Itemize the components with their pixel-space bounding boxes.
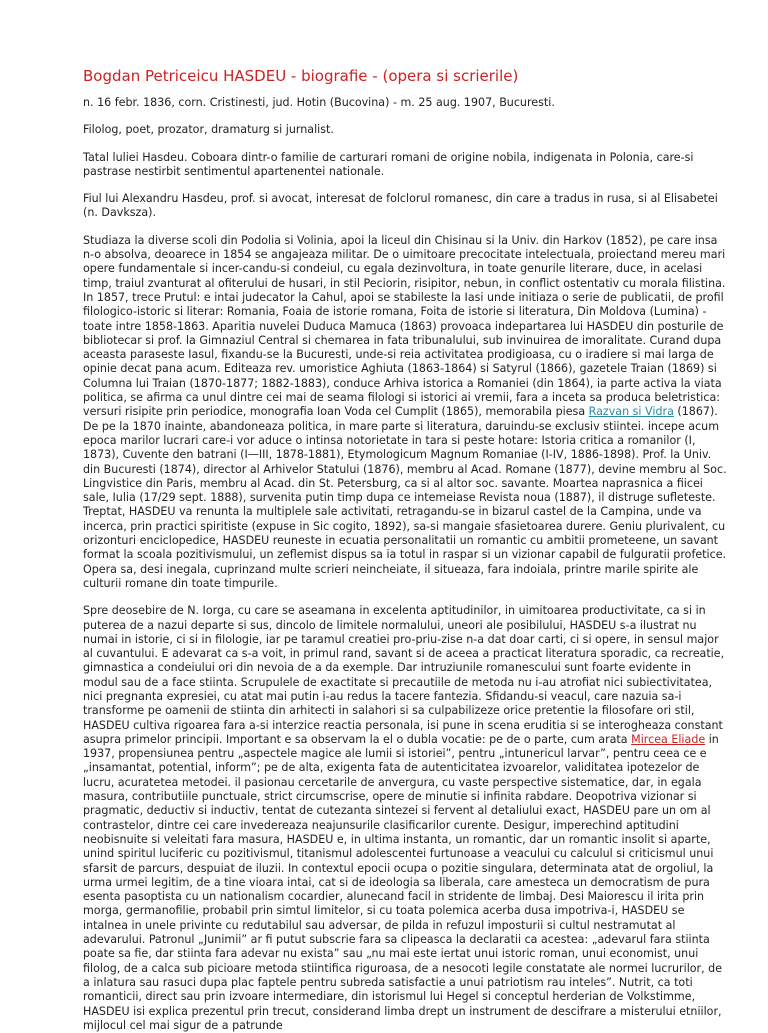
family-paragraph: Tatal luliei Hasdeu. Coboara dintr-o familie de carturari romani de origine nobila, indigenata in Polonia, care-si pastrase nestirbit sentimentul apartenentei nationale.	[83, 150, 694, 178]
biography-text-end: (1867). De pe la 1870 inainte, abandoneaza politica, in mare parte si literatura, daruindu-se exclusiv stiintei. incepe acum epoca marilor lucrari care-i vor aduce o intinsa notorietate in tara si peste hotare: Istoria critica a romanilor (I, 1873), Cuvente den batrani (I—III, 1878-1881), Etymologicum Magnum Romaniae (I-IV, 1886-1898). Prof. la Univ. din Bucuresti (1874), director al Arhivelor Statului (1876), membru al Acad. Romane (1877), devine membru al Soc. Lingvistice din Paris, membru al Acad. din St. Petersburg, ca si al altor soc. savante. Moartea naprasnica a fiicei sale, Iulia (17/29 sept. 1888), survenita putin timp dupa ce intemeiase Revista noua (1887), il distruge sufleteste. Treptat, HASDEU va renunta la multiplele sale activitati, retragandu-se in bizarul castel de la Campina, unde va incerca, prin practici spiritiste (expuse in Sic cogito, 1892), sa-si mangaie sfasietoarea durere. Geniu plurivalent, cu orizonturi enciclopedice, HASDEU reuneste in ecuatia personalitatii un romantic cu ambitii prometeene, un savant format la scoala pozitivismului, un zeflemist dispus sa ia totul in raspar si un vizionar capabil de fulguratii profetice. Opera sa, desi inegala, cuprinzand multe scrieri neincheiate, il situeaza, fara indoiala, printre marile spirite ale culturii romane din toate timpurile.	[83, 405, 727, 590]
biography-paragraph	[83, 234, 728, 591]
mircea-eliade-link[interactable]: Mircea Eliade	[631, 732, 706, 746]
page-title: Bogdan Petriceicu HASDEU - biografie - (opera si scrierile)	[83, 67, 519, 85]
analysis-text-start: Spre deosebire de N. Iorga, cu care se aseamana in excelenta aptitudinilor, in uimitoarea productivitate, ca si in puterea de a nazui departe si sus, dincolo de limitele normalului, uneori ale posibilului, HASDEU s-a ilustrat nu numai in istorie, ci si in filologie, iar pe taramul creatiei pro-priu-zise n-a dat doar carti, ci si opere, in sensul major al cuvantului. E adevarat ca s-a voit, in primul rand, savant si de aceea a practicat literatura sporadic, ca recreatie, gimnastica a condeiului ori din nevoia de a da exemple. Dar intruziunile romanescului sunt foarte evidente in modul sau de a face stiinta. Scrupulele de exactitate si precautiile de metoda nu i-au atrofiat nici subiectivitatea, nici pregnanta expresiei, cu atat mai putin i-au redus la tacere fantezia. Sfidandu-si veacul, care nazuia sa-i transforme pe oamenii de stiinta din arhitecti in salahori si sa culpabilizeze orice pretentie la filosofare ori stil, HASDEU cultiva rigoarea fara a-si interzice reactia personala, isi pune in scena eruditia si se interogheaza constant asupra primelor principii. Important e sa observam la el o dubla vocatie: pe de o parte, cum arata	[83, 604, 725, 746]
biography-text-start: Studiaza la diverse scoli din Podolia si Volinia, apoi la liceul din Chisinau si la Univ. din Harkov (1852), pe care insa n-o absolva, deoarece in 1854 se angajeaza militar. De o uimitoare precocitate intelectuala, proiectand mereu mari opere fundamentale si incer-candu-si condeiul, cu egala dezinvoltura, in toate genurile literare, duce, in acelasi timp, traiul zvanturat al ofiterului de husari, in stil Peciorin, risipitor, nebun, in conflict ostentativ cu morala filistina. In 1857, trece Prutul: e intai judecator la Cahul, apoi se stabileste la Iasi unde initiaza o serie de publicatii, de profil filologico-istoric si literar: Romania, Foaia de istorie romana, Foita de istorie si literatura, Din Moldova (Lumina) - toate intre 1858-1863. Aparitia nuvelei Duduca Mamuca (1863) provoaca indepartarea lui HASDEU din posturile de bibliotecar si prof. la Gimnaziul Central si chemarea in fata tribunalului, sub invinuirea de imoralitate. Curand dupa aceasta paraseste Iasul, fixandu-se la Bucuresti, unde-si reia activitatea prodigioasa, cu o iradiere si mai larga de opinie decat pana acum. Editeaza rev. umoristice Aghiuta (1863-1864) si Satyrul (1866), gazetele Traian (1869) si Columna lui Traian (1870-1877; 1882-1883), conduce Arhiva istorica a Romaniei (din 1864), ia parte activa la viata politica, se afirma ca unul dintre cei mai de seama filologi si istorici ai vremii, fara a inceta sa produca beletristica: versuri risipite prin periodice, monografia Ioan Voda cel Cumplit (1865), memorabila piesa	[83, 233, 726, 419]
birth-death-paragraph: n. 16 febr. 1836, corn. Cristinesti, jud. Hotin (Bucovina) - m. 25 aug. 1907, Bucuresti.	[83, 96, 555, 109]
razvan-si-vidra-link[interactable]: Razvan si Vidra	[588, 405, 674, 419]
analysis-paragraph	[83, 604, 728, 1033]
parents-paragraph: Fiul lui Alexandru Hasdeu, prof. si avocat, interesat de folclorul romanesc, din care a tradus in rusa, si al Elisabetei (n. Davksza).	[83, 192, 718, 220]
professions-paragraph: Filolog, poet, prozator, dramaturg si jurnalist.	[83, 123, 334, 137]
analysis-text-end: in 1937, propensiunea pentru „aspectele magice ale lumii si istoriei”, pentru „intunericul larvar”, pentru ceea ce e „insamantat, potential, inform”; pe de alta, exigenta fata de autenticitatea izvoarelor, validitatea ipotezelor de lucru, acuratetea metodei. il pasionau cercetarile de anvergura, cu vaste perspective sistematice, dar, in egala masura, contributiile punctuale, strict circumscrise, opere de minutie si infinita rabdare. Deopotriva vizionar si pragmatic, deductiv si inductiv, tentat de cutezanta sintezei si fervent al detaliului exact, HASDEU pare un om al contrastelor, dintre cei care invedereaza neajunsurile clasificarilor curente. Desigur, imperechind aptitudini neobisnuite si veleitati fara masura, HASDEU e, in ultima instanta, un romantic, dar un romantic insolit si aparte, unind spiritul luciferic cu pozitivismul, titanismul adolescentei furtunoase a veacului cu calculul si criticismul unui sfarsit de parcurs, despuiat de iluzii. In contextul epocii ocupa o pozitie singulara, determinata atat de orgoliul, la urma urmei legitim, de a tine vioara intai, cat si de ideologia sa liberala, care amesteca un democratism de pura esenta pasoptista cu un nationalism cocardier, alunecand facil in stridente de limbaj. Desi Maiorescu il irita prin morga, germanofilie, probabil prin simtul limitelor, si cu toata polemica acerba dusa impotriva-i, HASDEU se intalnea in unele privinte cu redutabilul sau adversar, de pilda in refuzul imposturii si cultul nestramutat al adevarului. Patronul „Junimii” ar fi putut subscrie fara sa clipeasca la declaratii ca acestea: „adevarul fara stiinta poate sa fie, dar stiinta fara adevar nu exista” sau „nu mai este iertat unui istoric roman, unui economist, unui filolog, de a calca sub picioare metoda stiintifica riguroasa, de a nesocoti legile constatate ale normei lucrurilor, de a inlatura sau rasuci dupa plac faptele pentru subreda satisfactie a unui patriotism rau inteles”. Nutrit, ca toti romanticii, direct sau prin izvoare intermediare, din istorismul lui Hegel si conceptul herderian de Volkstimme, HASDEU isi explica prezentul prin trecut, considerand limba drept un instrument de descifrare a misterului etniilor, mijlocul cel mai sigur de a patrunde	[83, 732, 723, 1032]
